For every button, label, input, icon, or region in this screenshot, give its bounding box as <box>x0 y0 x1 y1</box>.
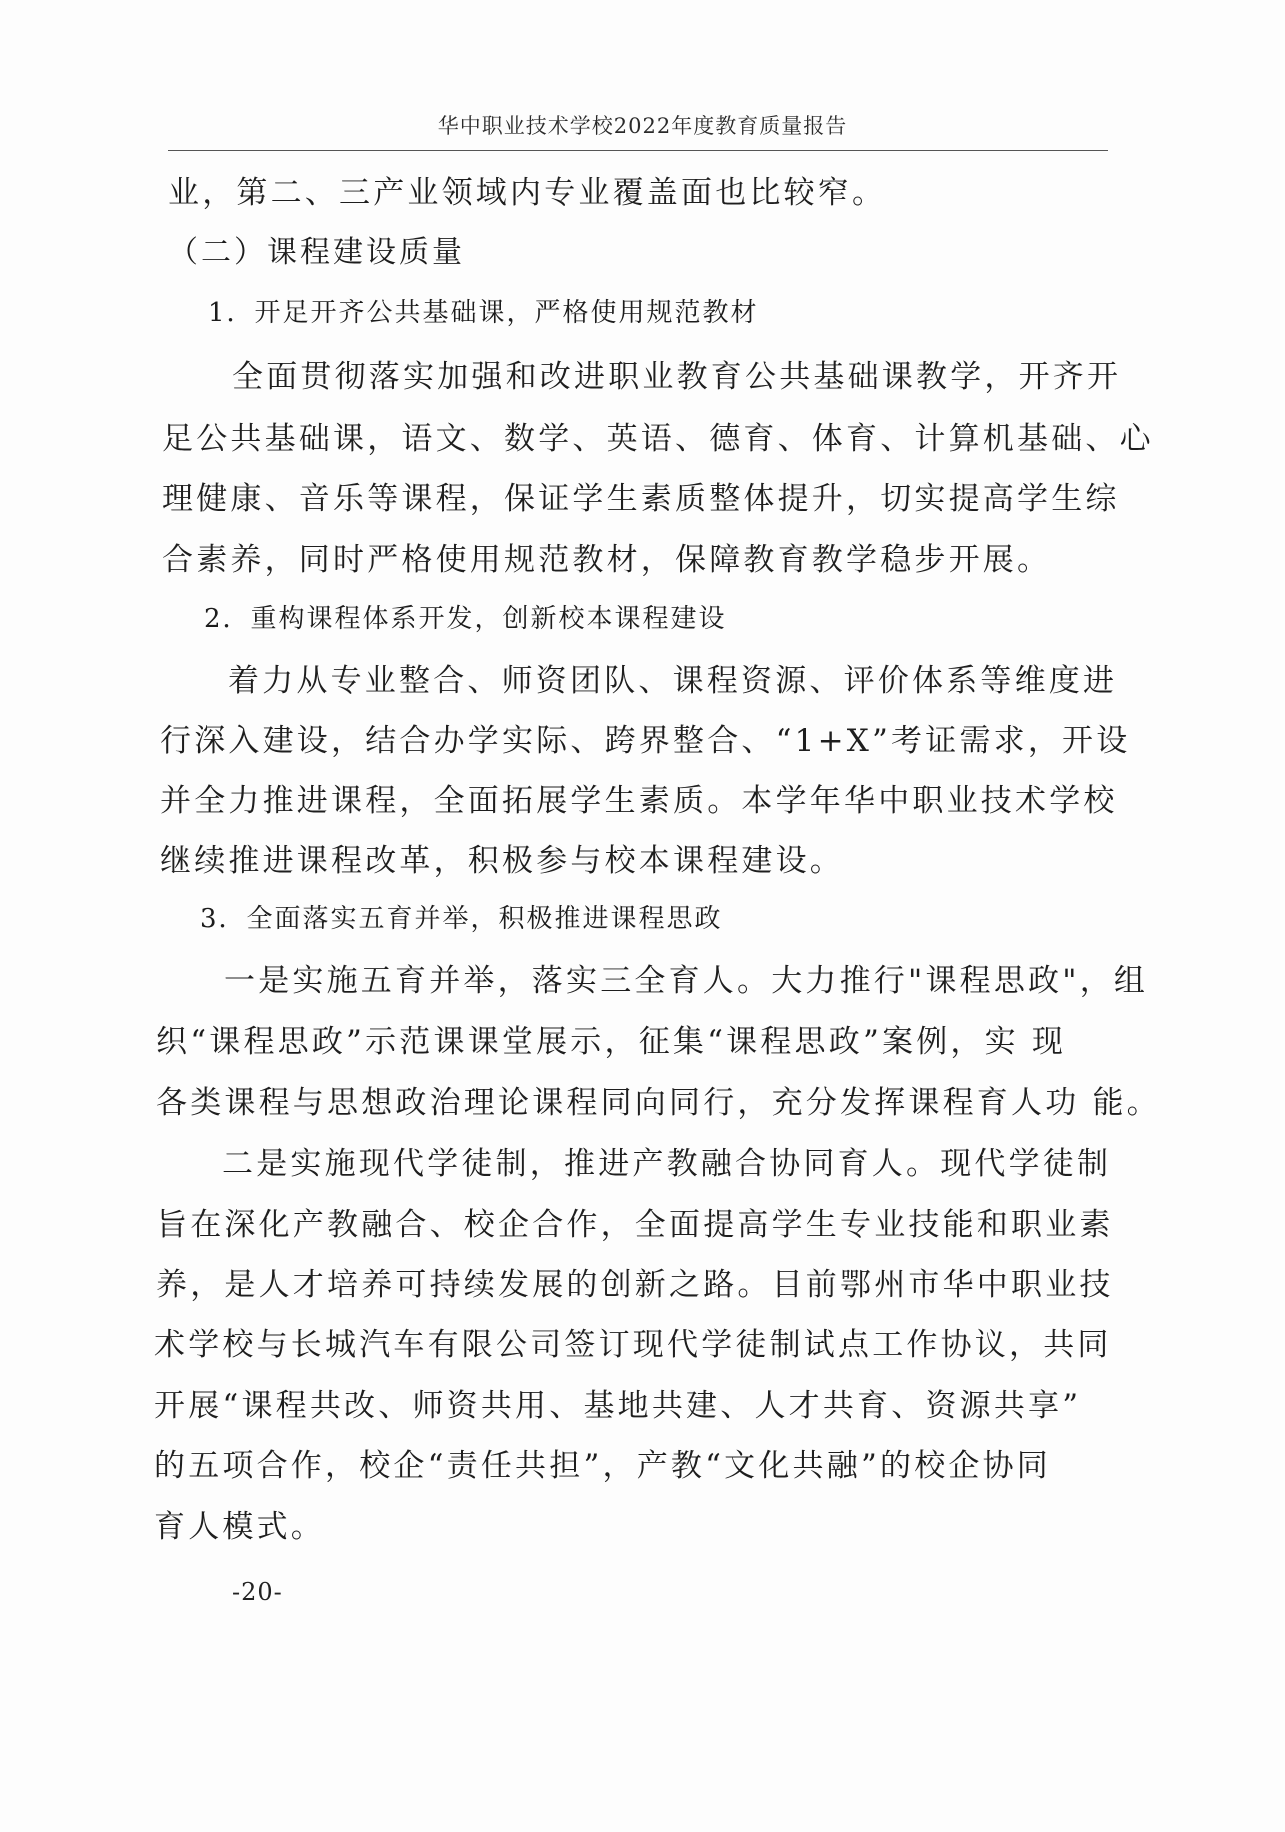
paragraph-3-line-3: 各类课程与思想政治理论课程同向同行，充分发挥课程育人功 能。 <box>156 1085 1161 1121</box>
subsection-heading-1: 1．开足开齐公共基础课，严格使用规范教材 <box>208 298 759 328</box>
page-number: -20- <box>232 1578 283 1606</box>
paragraph-4-line-1: 二是实施现代学徒制，推进产教融合协同育人。现代学徒制 <box>222 1146 1112 1182</box>
header-divider <box>168 150 1108 151</box>
body-line: 业，第二、三产业领域内专业覆盖面也比较窄。 <box>168 175 887 211</box>
paragraph-3-line-1: 一是实施五育并举，落实三全育人。大力推行"课程思政"，组 <box>224 963 1149 999</box>
paragraph-4-line-5: 开展“课程共改、师资共用、基地共建、人才共育、资源共享” <box>154 1388 1082 1424</box>
paragraph-1-line-3: 理健康、音乐等课程，保证学生素质整体提升，切实提高学生综 <box>162 481 1120 517</box>
running-header: 华中职业技术学校2022年度教育质量报告 <box>437 114 848 138</box>
paragraph-4-line-3: 养，是人才培养可持续发展的创新之路。目前鄂州市华中职业技 <box>156 1267 1114 1303</box>
paragraph-1-line-2: 足公共基础课，语文、数学、英语、德育、体育、计算机基础、心 <box>162 421 1154 457</box>
paragraph-4-line-7: 育人模式。 <box>154 1509 325 1545</box>
paragraph-2-line-4: 继续推进课程改革，积极参与校本课程建设。 <box>160 843 844 879</box>
paragraph-3-line-2: 织“课程思政”示范课课堂展示，征集“课程思政”案例，实 现 <box>156 1024 1067 1060</box>
paragraph-2-line-1: 着力从专业整合、师资团队、课程资源、评价体系等维度进 <box>228 663 1118 699</box>
paragraph-4-line-6: 的五项合作，校企“责任共担”，产教“文化共融”的校企协同 <box>154 1448 1051 1484</box>
subsection-heading-3: 3．全面落实五育并举，积极推进课程思政 <box>200 904 723 934</box>
section-heading: （二）课程建设质量 <box>168 235 465 270</box>
paragraph-2-line-2: 行深入建设，结合办学实际、跨界整合、“1+X”考证需求，开设 <box>160 723 1131 759</box>
paragraph-2-line-3: 并全力推进课程，全面拓展学生素质。本学年华中职业技术学校 <box>160 783 1118 819</box>
subsection-heading-2: 2．重构课程体系开发，创新校本课程建设 <box>204 604 727 634</box>
paragraph-1-line-4: 合素养，同时严格使用规范教材，保障教育教学稳步开展。 <box>162 542 1052 578</box>
paragraph-4-line-2: 旨在深化产教融合、校企合作，全面提高学生专业技能和职业素 <box>156 1207 1114 1243</box>
paragraph-4-line-4: 术学校与长城汽车有限公司签订现代学徒制试点工作协议，共同 <box>154 1327 1112 1363</box>
paragraph-1-line-1: 全面贯彻落实加强和改进职业教育公共基础课教学，开齐开 <box>232 359 1122 395</box>
